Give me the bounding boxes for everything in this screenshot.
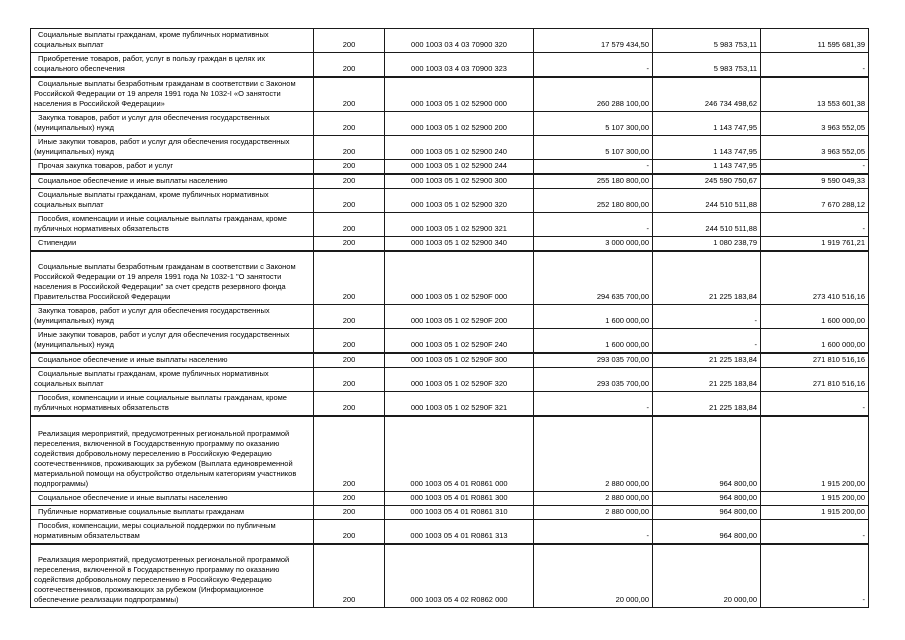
approved-budget-cell: 255 180 800,00 <box>534 174 653 189</box>
unexecuted-amount-cell: 9 590 049,33 <box>761 174 869 189</box>
executed-amount-cell: 5 983 753,11 <box>653 53 761 78</box>
row-description-cell: Закупка товаров, работ и услуг для обеспечения государственных (муниципальных) нужд <box>31 304 314 328</box>
row-description-cell: Приобретение товаров, работ, услуг в пользу граждан в целях их социального обеспечения <box>31 53 314 78</box>
budget-classification-code-cell: 000 1003 05 1 02 5290F 200 <box>385 304 534 328</box>
approved-budget-cell: 5 107 300,00 <box>534 112 653 136</box>
unexecuted-amount-cell: - <box>761 213 869 237</box>
row-description-cell: Социальное обеспечение и иные выплаты населению <box>31 174 314 189</box>
executed-amount-cell: 1 143 747,95 <box>653 136 761 160</box>
unexecuted-amount-cell: 1 915 200,00 <box>761 506 869 520</box>
unexecuted-amount-cell: - <box>761 53 869 78</box>
unexecuted-amount-cell: 3 963 552,05 <box>761 112 869 136</box>
table-row <box>31 174 869 189</box>
expense-type-code-cell: 200 <box>314 492 385 506</box>
approved-budget-cell: 294 635 700,00 <box>534 251 653 304</box>
table-row <box>31 53 869 78</box>
unexecuted-amount-cell: - <box>761 160 869 175</box>
approved-budget-cell: 2 880 000,00 <box>534 506 653 520</box>
unexecuted-amount-cell: - <box>761 520 869 545</box>
executed-amount-cell: 1 143 747,95 <box>653 112 761 136</box>
row-description-cell: Социальные выплаты безработным гражданам в соответствии с Законом Российской Федерации от 19 апреля 1991 года № 1032-1 "О занятости населения в Российской Федерации" за счет средств резервного фонда Правительства Российской Федерации <box>31 251 314 304</box>
table-row <box>31 492 869 506</box>
row-description-cell: Социальное обеспечение и иные выплаты населению <box>31 353 314 368</box>
approved-budget-cell: 2 880 000,00 <box>534 416 653 492</box>
row-description-cell: Пособия, компенсации и иные социальные выплаты гражданам, кроме публичных нормативных обязательств <box>31 213 314 237</box>
expense-type-code-cell: 200 <box>314 367 385 391</box>
row-description-cell: Публичные нормативные социальные выплаты гражданам <box>31 506 314 520</box>
approved-budget-cell: 293 035 700,00 <box>534 367 653 391</box>
unexecuted-amount-cell: 7 670 288,12 <box>761 189 869 213</box>
row-description-cell: Социальные выплаты гражданам, кроме публичных нормативных социальных выплат <box>31 367 314 391</box>
approved-budget-cell: 293 035 700,00 <box>534 353 653 368</box>
table-row <box>31 544 869 607</box>
approved-budget-cell: 1 600 000,00 <box>534 328 653 353</box>
unexecuted-amount-cell: 1 915 200,00 <box>761 416 869 492</box>
unexecuted-amount-cell: - <box>761 544 869 607</box>
approved-budget-cell: - <box>534 520 653 545</box>
executed-amount-cell: 245 590 750,67 <box>653 174 761 189</box>
approved-budget-cell: - <box>534 391 653 416</box>
expense-type-code-cell: 200 <box>314 251 385 304</box>
budget-classification-code-cell: 000 1003 05 1 02 52900 240 <box>385 136 534 160</box>
unexecuted-amount-cell: 1 915 200,00 <box>761 492 869 506</box>
expense-type-code-cell: 200 <box>314 29 385 53</box>
unexecuted-amount-cell: 271 810 516,16 <box>761 353 869 368</box>
budget-classification-code-cell: 000 1003 05 4 01 R0861 300 <box>385 492 534 506</box>
budget-classification-code-cell: 000 1003 03 4 03 70900 320 <box>385 29 534 53</box>
executed-amount-cell: 246 734 498,62 <box>653 77 761 112</box>
budget-classification-code-cell: 000 1003 05 4 02 R0862 000 <box>385 544 534 607</box>
budget-classification-code-cell: 000 1003 05 1 02 52900 320 <box>385 189 534 213</box>
executed-amount-cell: 244 510 511,88 <box>653 213 761 237</box>
row-description-cell: Иные закупки товаров, работ и услуг для обеспечения государственных (муниципальных) нужд <box>31 328 314 353</box>
table-row <box>31 112 869 136</box>
expense-type-code-cell: 200 <box>314 416 385 492</box>
table-row <box>31 367 869 391</box>
expense-type-code-cell: 200 <box>314 353 385 368</box>
table-row <box>31 160 869 175</box>
approved-budget-cell: 252 180 800,00 <box>534 189 653 213</box>
executed-amount-cell: - <box>653 328 761 353</box>
executed-amount-cell: 964 800,00 <box>653 506 761 520</box>
unexecuted-amount-cell: 273 410 516,16 <box>761 251 869 304</box>
row-description-cell: Реализация мероприятий, предусмотренных региональной программой переселения, включенной в Государственную программу по оказанию содействия добровольному переселению в Российскую Федерацию соотечественников, проживающих за рубежом (Выплата единовременной материальной помощи на обустройство отдельным категориям участников подпрограммы) <box>31 416 314 492</box>
table-row <box>31 189 869 213</box>
executed-amount-cell: 964 800,00 <box>653 492 761 506</box>
row-description-cell: Социальное обеспечение и иные выплаты населению <box>31 492 314 506</box>
budget-classification-code-cell: 000 1003 05 1 02 52900 321 <box>385 213 534 237</box>
expense-type-code-cell: 200 <box>314 213 385 237</box>
executed-amount-cell: 244 510 511,88 <box>653 189 761 213</box>
unexecuted-amount-cell: 13 553 601,38 <box>761 77 869 112</box>
table-row <box>31 520 869 545</box>
budget-classification-code-cell: 000 1003 05 4 01 R0861 313 <box>385 520 534 545</box>
budget-classification-code-cell: 000 1003 05 1 02 5290F 240 <box>385 328 534 353</box>
expense-type-code-cell: 200 <box>314 544 385 607</box>
budget-classification-code-cell: 000 1003 05 1 02 5290F 300 <box>385 353 534 368</box>
budget-classification-code-cell: 000 1003 05 4 01 R0861 000 <box>385 416 534 492</box>
expense-type-code-cell: 200 <box>314 391 385 416</box>
approved-budget-cell: 260 288 100,00 <box>534 77 653 112</box>
budget-classification-code-cell: 000 1003 03 4 03 70900 323 <box>385 53 534 78</box>
table-row <box>31 391 869 416</box>
budget-classification-code-cell: 000 1003 05 1 02 5290F 000 <box>385 251 534 304</box>
approved-budget-cell: - <box>534 213 653 237</box>
budget-classification-code-cell: 000 1003 05 1 02 52900 300 <box>385 174 534 189</box>
row-description-cell: Пособия, компенсации, меры социальной поддержки по публичным нормативным обязательствам <box>31 520 314 545</box>
expense-type-code-cell: 200 <box>314 328 385 353</box>
table-row <box>31 136 869 160</box>
expense-type-code-cell: 200 <box>314 112 385 136</box>
executed-amount-cell: 964 800,00 <box>653 520 761 545</box>
executed-amount-cell: 5 983 753,11 <box>653 29 761 53</box>
budget-classification-code-cell: 000 1003 05 1 02 52900 340 <box>385 237 534 252</box>
row-description-cell: Социальные выплаты безработным гражданам в соответствии с Законом Российской Федерации от 19 апреля 1991 года № 1032-I «О занятости населения в Российской Федерации» <box>31 77 314 112</box>
executed-amount-cell: 21 225 183,84 <box>653 353 761 368</box>
expense-type-code-cell: 200 <box>314 506 385 520</box>
approved-budget-cell: 1 600 000,00 <box>534 304 653 328</box>
approved-budget-cell: 20 000,00 <box>534 544 653 607</box>
approved-budget-cell: 5 107 300,00 <box>534 136 653 160</box>
expense-type-code-cell: 200 <box>314 189 385 213</box>
expense-type-code-cell: 200 <box>314 53 385 78</box>
executed-amount-cell: 1 080 238,79 <box>653 237 761 252</box>
row-description-cell: Реализация мероприятий, предусмотренных региональной программой переселения, включенной в Государственную программу по оказанию содействия добровольному переселению в Российскую Федерацию соотечественников, проживающих за рубежом (Информационное обеспечение реализации подпрограммы) <box>31 544 314 607</box>
unexecuted-amount-cell: 3 963 552,05 <box>761 136 869 160</box>
table-row <box>31 353 869 368</box>
approved-budget-cell: 3 000 000,00 <box>534 237 653 252</box>
executed-amount-cell: 964 800,00 <box>653 416 761 492</box>
table-row <box>31 237 869 252</box>
table-row <box>31 29 869 53</box>
unexecuted-amount-cell: 1 600 000,00 <box>761 328 869 353</box>
budget-classification-code-cell: 000 1003 05 1 02 52900 000 <box>385 77 534 112</box>
expense-type-code-cell: 200 <box>314 160 385 175</box>
table-row <box>31 213 869 237</box>
row-description-cell: Иные закупки товаров, работ и услуг для обеспечения государственных (муниципальных) нужд <box>31 136 314 160</box>
row-description-cell: Закупка товаров, работ и услуг для обеспечения государственных (муниципальных) нужд <box>31 112 314 136</box>
executed-amount-cell: 21 225 183,84 <box>653 391 761 416</box>
table-row <box>31 416 869 492</box>
budget-execution-table <box>30 28 869 608</box>
table-row <box>31 77 869 112</box>
unexecuted-amount-cell: 11 595 681,39 <box>761 29 869 53</box>
row-description-cell: Социальные выплаты гражданам, кроме публичных нормативных социальных выплат <box>31 29 314 53</box>
budget-classification-code-cell: 000 1003 05 1 02 5290F 321 <box>385 391 534 416</box>
executed-amount-cell: 1 143 747,95 <box>653 160 761 175</box>
row-description-cell: Стипендии <box>31 237 314 252</box>
approved-budget-cell: - <box>534 53 653 78</box>
row-description-cell: Пособия, компенсации и иные социальные выплаты гражданам, кроме публичных нормативных обязательств <box>31 391 314 416</box>
expense-type-code-cell: 200 <box>314 77 385 112</box>
executed-amount-cell: 21 225 183,84 <box>653 367 761 391</box>
expense-type-code-cell: 200 <box>314 237 385 252</box>
approved-budget-cell: - <box>534 160 653 175</box>
executed-amount-cell: - <box>653 304 761 328</box>
budget-classification-code-cell: 000 1003 05 1 02 52900 200 <box>385 112 534 136</box>
expense-type-code-cell: 200 <box>314 304 385 328</box>
budget-classification-code-cell: 000 1003 05 1 02 52900 244 <box>385 160 534 175</box>
row-description-cell: Прочая закупка товаров, работ и услуг <box>31 160 314 175</box>
expense-type-code-cell: 200 <box>314 520 385 545</box>
executed-amount-cell: 20 000,00 <box>653 544 761 607</box>
table-row <box>31 251 869 304</box>
unexecuted-amount-cell: - <box>761 391 869 416</box>
expense-type-code-cell: 200 <box>314 136 385 160</box>
row-description-cell: Социальные выплаты гражданам, кроме публичных нормативных социальных выплат <box>31 189 314 213</box>
unexecuted-amount-cell: 271 810 516,16 <box>761 367 869 391</box>
approved-budget-cell: 2 880 000,00 <box>534 492 653 506</box>
table-row <box>31 304 869 328</box>
budget-classification-code-cell: 000 1003 05 1 02 5290F 320 <box>385 367 534 391</box>
approved-budget-cell: 17 579 434,50 <box>534 29 653 53</box>
executed-amount-cell: 21 225 183,84 <box>653 251 761 304</box>
unexecuted-amount-cell: 1 600 000,00 <box>761 304 869 328</box>
budget-classification-code-cell: 000 1003 05 4 01 R0861 310 <box>385 506 534 520</box>
expense-type-code-cell: 200 <box>314 174 385 189</box>
table-row <box>31 506 869 520</box>
table-row <box>31 328 869 353</box>
unexecuted-amount-cell: 1 919 761,21 <box>761 237 869 252</box>
